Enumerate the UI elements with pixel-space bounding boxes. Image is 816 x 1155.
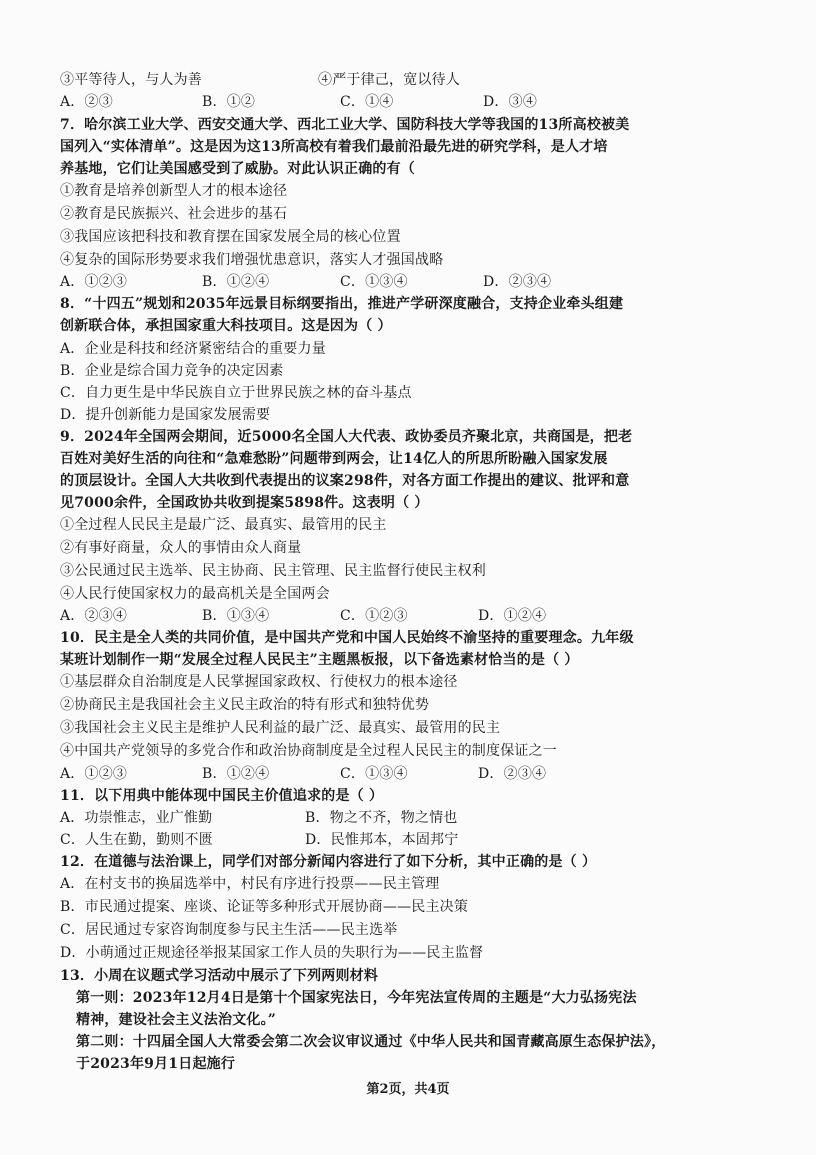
answer-option-d: D．民惟邦本，本固邦宁 [305,832,459,848]
answer-option-b: B．市民通过提案、座谈、论证等多种形式开展协商——民主决策 [60,899,469,915]
statement-line: ④复杂的国际形势要求我们增强忧患意识，落实人才强国战略 [60,252,444,268]
answer-option-c: C．①②③ [340,608,408,624]
statement-line: ③我国应该把科技和教育摆在国家发展全局的核心位置 [60,229,401,245]
statement-line: ④中国共产党领导的多党合作和政治协商制度是全过程人民民主的制度保证之一 [60,743,557,759]
statement-line: ④人民行使国家权力的最高机关是全国两会 [60,586,330,602]
statement-line: ②协商民主是我国社会主义民主政治的特有形式和独特优势 [60,697,430,713]
page-number: 第2页，共4页 [366,1082,450,1097]
answer-option-a: A．①②③ [60,766,128,782]
statement-line: ②有事好商量，众人的事情由众人商量 [60,540,302,556]
answer-option-d: D．②③④ [483,274,552,290]
statement-line: ②教育是民族振兴、社会进步的基石 [60,206,288,222]
material-line: 第二则：十四届全国人大常委会第二次会议审议通过《中华人民共和国青藏高原生态保护法》， [76,1034,666,1050]
question-10-stem: 10．民主是全人类的共同价值，是中国共产党和中国人民始终不渝坚持的重要理念。九年级 [60,630,634,646]
answer-option-b: B．①②④ [202,274,270,290]
answer-option-c: C．①④ [340,94,394,110]
question-7-stem: 7．哈尔滨工业大学、西安交通大学、西北工业大学、国防科技大学等我国的13所高校被美 [60,117,630,133]
question-7-stem: 养基地，它们让美国感受到了威胁。对此认识正确的有（ [60,161,415,177]
answer-option-a: A．②③ [60,94,113,110]
answer-option-d: D．小萌通过正规途径举报某国家工作人员的失职行为——民主监督 [60,945,484,961]
question-9-stem: 见7000余件，全国政协共收到提案5898件。这表明（ ） [60,495,429,511]
option-line: ④严于律己，宽以待人 [318,72,460,88]
answer-option-d: D．①②④ [478,608,547,624]
question-7-stem: 国列入“实体清单”。这是因为这13所高校有着我们最前沿最先进的研究学科，是人才培 [60,139,608,155]
option-line: ③平等待人，与人为善 [60,72,202,88]
answer-option-a: A．功崇惟志，业广惟勤 [60,810,213,826]
answer-option-a: A．②③④ [60,608,128,624]
answer-option-b: B．物之不齐，物之情也 [305,810,458,826]
answer-option-c: C．①③④ [340,766,408,782]
answer-option-c: C．自力更生是中华民族自立于世界民族之林的奋斗基点 [60,385,412,401]
answer-option-b: B．①③④ [202,608,270,624]
material-line: 第一则：2023年12月4日是第十个国家宪法日，今年宪法宣传周的主题是“大力弘扬宪法 [76,990,637,1006]
answer-option-c: C．①③④ [340,274,408,290]
statement-line: ③我国社会主义民主是维护人民利益的最广泛、最真实、最管用的民主 [60,720,501,736]
question-8-stem: 8．“十四五”规划和2035年远景目标纲要指出，推进产学研深度融合，支持企业牵头组建 [60,296,624,312]
question-11-stem: 11．以下用典中能体现中国民主价值追求的是（ ） [60,788,384,804]
question-13-stem: 13．小周在议题式学习活动中展示了下列两则材料 [60,968,379,984]
question-8-stem: 创新联合体，承担国家重大科技项目。这是因为（ ） [60,318,392,334]
statement-line: ①全过程人民民主是最广泛、最真实、最管用的民主 [60,517,387,533]
answer-option-d: D．②③④ [478,766,547,782]
question-9-stem: 百姓对美好生活的向往和“急难愁盼”问题带到两会，让14亿人的所思所盼融入国家发展 [60,451,608,467]
statement-line: ①基层群众自治制度是人民掌握国家政权、行使权力的根本途径 [60,674,458,690]
question-9-stem: 9．2024年全国两会期间，近5000名全国人大代表、政协委员齐聚北京，共商国是，把老 [60,429,633,445]
answer-option-a: A．企业是科技和经济紧密结合的重要力量 [60,341,326,357]
question-12-stem: 12．在道德与法治课上，同学们对部分新闻内容进行了如下分析，其中正确的是（ ） [60,854,597,870]
answer-option-d: D．③④ [483,94,538,110]
answer-option-c: C．居民通过专家咨询制度参与民主生活——民主选举 [60,922,398,938]
question-10-stem: 某班计划制作一期“发展全过程人民民主”主题黑板报，以下备选素材恰当的是（ ） [60,652,579,668]
answer-option-b: B．①② [202,94,256,110]
answer-option-c: C．人生在勤，勤则不匮 [60,832,213,848]
statement-line: ③公民通过民主选举、民主协商、民主管理、民主监督行使民主权利 [60,563,486,579]
answer-option-d: D．提升创新能力是国家发展需要 [60,407,271,423]
material-line: 于2023年9月1日起施行 [76,1056,236,1072]
statement-line: ①教育是培养创新型人才的根本途径 [60,183,288,199]
material-line: 精神，建设社会主义法治文化。” [76,1012,277,1028]
answer-option-a: A．①②③ [60,274,128,290]
answer-option-b: B．企业是综合国力竞争的决定因素 [60,363,284,379]
answer-option-b: B．①②④ [202,766,270,782]
question-9-stem: 的顶层设计。全国人大共收到代表提出的议案298件，对各方面工作提出的建议、批评和意 [60,473,630,489]
answer-option-a: A．在村支书的换届选举中，村民有序进行投票——民主管理 [60,876,440,892]
